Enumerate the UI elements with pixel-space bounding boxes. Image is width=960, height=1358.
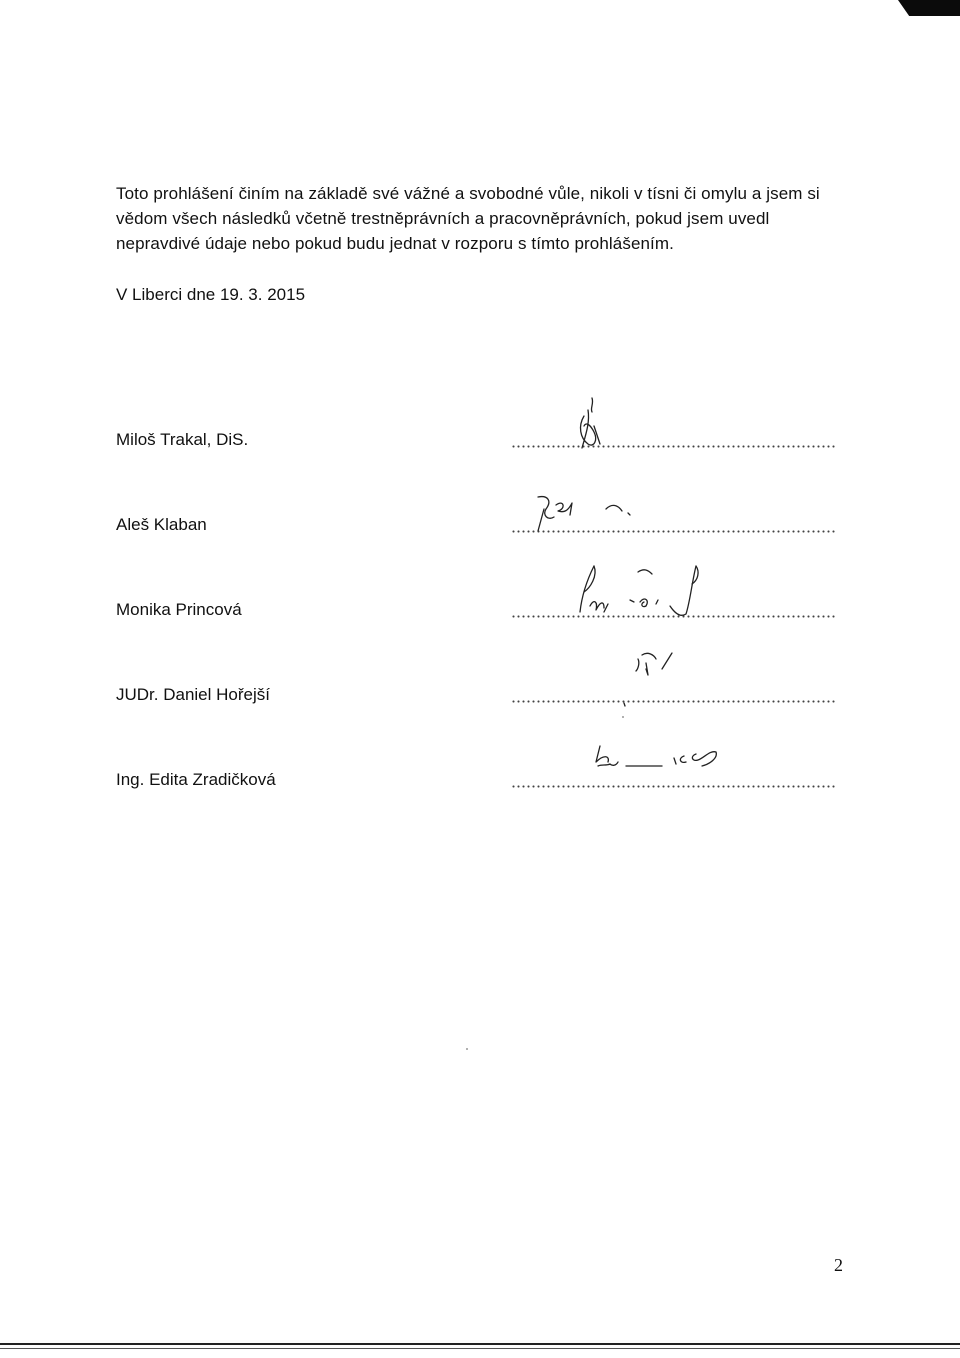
footer-rule (0, 1343, 960, 1345)
declaration-line: vědom všech následků včetně trestněprávních a pracovněprávních, pokud jsem uvedl (116, 209, 770, 228)
declaration-line: Toto prohlášení činím na základě své vážné a svobodné vůle, nikoli v tísni či omylu a jsem si (116, 184, 820, 203)
scan-speck (466, 1048, 468, 1050)
handwritten-signature (574, 562, 724, 622)
handwritten-signature (616, 651, 696, 721)
signature-row (116, 760, 846, 790)
signatory-name: Ing. Edita Zradičková (116, 770, 276, 789)
signatory-name: Monika Princová (116, 600, 242, 619)
signatory-name: JUDr. Daniel Hořejší (116, 685, 270, 704)
signature-row (116, 505, 846, 535)
scan-artifact (898, 0, 960, 16)
signature-line (511, 445, 836, 448)
page-number: 2 (834, 1255, 843, 1275)
signatory-name: Miloš Trakal, DiS. (116, 430, 249, 449)
declaration-paragraph (116, 181, 856, 256)
handwritten-signature (592, 744, 772, 788)
signatory-name: Aleš Klaban (116, 515, 207, 534)
signature-row (116, 420, 846, 450)
handwritten-signature (568, 396, 608, 454)
scan-speck (622, 716, 624, 718)
footer-rule (0, 1348, 960, 1349)
declaration-line: nepravdivé údaje nebo pokud budu jednat v rozporu s tímto prohlášením. (116, 234, 674, 253)
handwritten-signature (534, 491, 644, 535)
place-date: V Liberci dne 19. 3. 2015 (116, 285, 306, 304)
signature-row (116, 675, 846, 705)
signature-row (116, 590, 846, 620)
